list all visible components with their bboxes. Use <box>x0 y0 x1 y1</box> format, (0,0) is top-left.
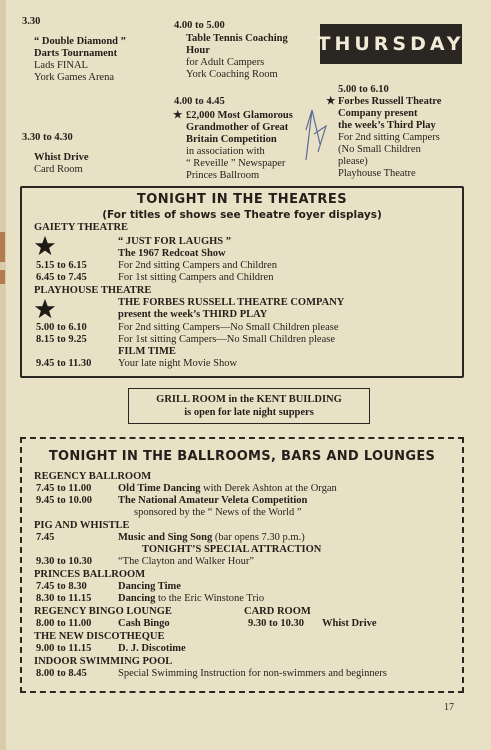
event-glamorous-grandmother <box>174 96 293 182</box>
event-highlight: Dancing <box>118 593 156 604</box>
event-time: 3.30 <box>22 16 41 27</box>
theatres-subtitle: (For titles of shows see Theatre foyer displays) <box>102 209 382 221</box>
event-time: 8.00 to 8.45 <box>36 668 87 679</box>
event-highlight: Whist Drive <box>322 618 377 629</box>
show-time: 5.00 to 6.10 <box>36 322 87 333</box>
show-time: 9.45 to 11.30 <box>36 358 92 369</box>
show-time: 5.15 to 6.15 <box>36 260 87 271</box>
show-time: 6.45 to 7.45 <box>36 272 87 283</box>
event-time: 7.45 to 11.00 <box>36 483 92 494</box>
event-detail: (No Small Children <box>338 144 421 155</box>
event-title: Britain Competition <box>186 134 277 145</box>
star-icon: ★ <box>326 96 336 107</box>
binding-mark <box>0 270 5 284</box>
binding-mark <box>0 232 5 262</box>
show-detail: For 1st sitting Campers—No Small Children please <box>118 334 335 345</box>
event-title-text: £2,000 Most Glamorous <box>186 110 293 121</box>
event-detail: sponsored by the “ News of the World ” <box>134 507 302 518</box>
event-title <box>326 96 441 108</box>
event-detail <box>118 483 337 495</box>
event-time: 8.00 to 11.00 <box>36 618 92 629</box>
event-title-text: Forbes Russell Theatre <box>338 96 442 107</box>
event-time: 7.45 to 8.30 <box>36 581 87 592</box>
event-detail: York Coaching Room <box>186 69 278 80</box>
event-title: the week’s Third Play <box>338 120 436 131</box>
venue-name: THE NEW DISCOTHEQUE <box>34 631 165 642</box>
event-title: Company present <box>338 108 418 119</box>
event-time: 4.00 to 5.00 <box>174 20 225 31</box>
star-icon <box>34 298 56 320</box>
star-icon: ★ <box>173 110 183 121</box>
event-highlight: Cash Bingo <box>118 618 170 629</box>
theatres-box <box>20 186 464 378</box>
star-icon <box>34 235 56 257</box>
event-time: 9.30 to 10.30 <box>36 556 92 567</box>
show-subtitle: The 1967 Redcoat Show <box>118 248 226 259</box>
event-detail <box>118 532 305 544</box>
venue-name: INDOOR SWIMMING POOL <box>34 656 173 667</box>
venue-name: GAIETY THEATRE <box>34 222 129 233</box>
event-detail <box>118 593 264 605</box>
event-detail: for Adult Campers <box>186 57 265 68</box>
venue-name: REGENCY BALLROOM <box>34 471 152 482</box>
show-detail: For 1st sitting Campers and Children <box>118 272 274 283</box>
event-time: 9.30 to 10.30 <box>248 618 304 629</box>
event-title: Grandmother of Great <box>186 122 289 133</box>
show-detail: For 2nd sitting Campers and Children <box>118 260 277 271</box>
event-time: 9.45 to 10.00 <box>36 495 92 506</box>
event-title: Table Tennis Coaching <box>186 33 288 44</box>
event-title: “ Double Diamond ” <box>34 36 126 47</box>
page-edge <box>0 0 6 750</box>
event-detail: York Games Arena <box>34 72 115 83</box>
show-detail: Your late night Movie Show <box>118 358 238 369</box>
special-attraction: TONIGHT’S SPECIAL ATTRACTION <box>142 544 322 555</box>
ballrooms-title: TONIGHT IN THE BALLROOMS, BARS AND LOUNGES <box>48 449 436 464</box>
page-number: 17 <box>444 702 454 713</box>
event-text: to the Eric Winstone Trio <box>155 593 265 604</box>
film-title: FILM TIME <box>118 346 176 357</box>
event-detail: please) <box>338 156 368 167</box>
event-time: 4.00 to 4.45 <box>174 96 225 107</box>
theatres-title: TONIGHT IN THE THEATRES <box>136 192 348 207</box>
ballrooms-box <box>20 437 464 693</box>
event-title: Whist Drive <box>34 152 89 163</box>
event-highlight: Music and Sing Song <box>118 532 213 543</box>
venue-name: PLAYHOUSE THEATRE <box>34 285 152 296</box>
event-detail: For 2nd sitting Campers <box>338 132 440 143</box>
event-highlight: The National Amateur Veleta Competition <box>118 495 308 506</box>
venue-name: PRINCES BALLROOM <box>34 569 146 580</box>
event-highlight: D. J. Discotime <box>118 643 186 654</box>
show-title: “ JUST FOR LAUGHS ” <box>118 236 231 247</box>
venue-name: CARD ROOM <box>244 606 311 617</box>
event-time: 8.30 to 11.15 <box>36 593 92 604</box>
event-highlight: Old Time Dancing <box>118 483 201 494</box>
event-darts <box>22 16 126 84</box>
event-time: 7.45 <box>36 532 55 543</box>
venue-name: REGENCY BINGO LOUNGE <box>34 606 172 617</box>
event-detail: Card Room <box>34 164 83 175</box>
event-table-tennis <box>174 20 288 81</box>
grill-room-box <box>128 388 370 424</box>
event-detail: in association with <box>186 146 265 157</box>
event-detail: Lads FINAL <box>34 60 88 71</box>
event-text: (bar opens 7.30 p.m.) <box>212 532 305 543</box>
event-text: with Derek Ashton at the Organ <box>200 483 337 494</box>
grill-line: GRILL ROOM in the KENT BUILDING <box>156 394 342 405</box>
event-time: 5.00 to 6.10 <box>338 84 389 95</box>
event-detail: “The Clayton and Walker Hour” <box>118 556 254 567</box>
day-banner: THURSDAY <box>320 24 462 64</box>
show-title: THE FORBES RUSSELL THEATRE COMPANY <box>118 297 345 308</box>
event-title: Darts Tournament <box>34 48 118 59</box>
grill-line: is open for late night suppers <box>184 407 314 418</box>
event-detail: “ Reveille ” Newspaper <box>186 158 286 169</box>
event-highlight: Dancing Time <box>118 581 181 592</box>
event-time: 9.00 to 11.15 <box>36 643 92 654</box>
event-detail: Playhouse Theatre <box>338 168 416 179</box>
event-detail: Special Swimming Instruction for non-swimmers and beginners <box>118 668 387 679</box>
event-detail: Princes Ballroom <box>186 170 260 181</box>
pen-scribble <box>296 104 332 164</box>
show-time: 8.15 to 9.25 <box>36 334 87 345</box>
event-whist <box>22 132 89 176</box>
venue-name: PIG AND WHISTLE <box>34 520 130 531</box>
event-forbes-russell <box>326 84 441 180</box>
event-title <box>174 110 293 122</box>
show-detail: For 2nd sitting Campers—No Small Children please <box>118 322 339 333</box>
event-title: Hour <box>186 45 210 56</box>
event-time: 3.30 to 4.30 <box>22 132 73 143</box>
show-subtitle: present the week’s THIRD PLAY <box>118 309 268 320</box>
